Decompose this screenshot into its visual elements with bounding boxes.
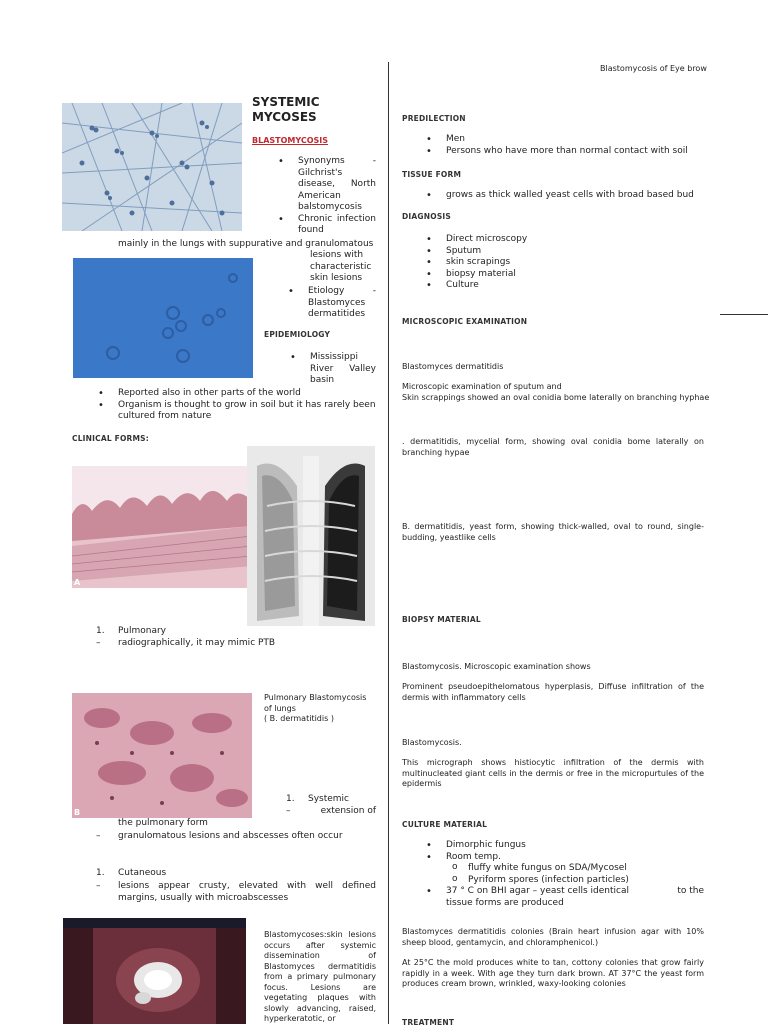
skin-lesion-photo [63, 918, 246, 1024]
biopsy-material-heading: BIOPSY MATERIAL [402, 615, 481, 624]
list-item [286, 286, 376, 321]
yeast-form-text: B. dermatitidis, yeast form, showing thick-walled, oval to round, single-budding, yeastlike cells [402, 522, 704, 542]
chest-xray-image [247, 446, 375, 626]
list-item: • biopsy material [424, 269, 724, 281]
list-number: 1. [286, 794, 295, 804]
organism-text: Organism is thought to grow in soil but it has rarely been cultured from nature [118, 399, 376, 421]
biopsy-shows-text: Blastomycosis. Microscopic examination shows [402, 662, 591, 671]
chronic-text: Chronic infection found [298, 213, 376, 235]
skin-lesion-caption: Blastomycoses:skin lesions occurs after systemic dissemination of Blastomyces dermatitidis from a primary pulmonary focus. Lesions are vegetating plaques with slowly advancing, raised, hyperkeratotic, or [264, 930, 376, 1023]
yeast-cells-micrograph-image [73, 258, 253, 378]
list-item [276, 156, 376, 214]
image-label-b: B [74, 807, 81, 817]
list-item: • Persons who have more than normal contact with soil [424, 146, 724, 158]
colonies-text: Blastomyces dermatitidis colonies (Brain heart infusion agar with 10% sheep blood, gentamycin, and chloramphenicol.) [402, 927, 704, 947]
lesions-text: lesions with characteristic skin lesions [310, 250, 372, 283]
image-label-a: A [74, 577, 81, 587]
systemic-extension [286, 806, 376, 818]
dash-marker: – [96, 638, 101, 648]
cutaneous-item [96, 868, 166, 880]
chronic-continuation: mainly in the lungs with suppurative and granulomatous [118, 239, 374, 249]
dash-marker: – [96, 831, 101, 841]
predilection-heading: PREDILECTION [402, 114, 466, 123]
reported-list [96, 388, 376, 423]
biopsy-description: Prominent pseudoepithelomatous hyperplasis, Diffuse infiltration of the dermis with inflammatory cells [402, 682, 704, 702]
clinical-forms-heading: CLINICAL FORMS: [72, 434, 149, 443]
list-item [96, 400, 376, 423]
pulmonary-desc [96, 638, 275, 650]
etiology-list [286, 286, 376, 321]
diagnosis-heading: DIAGNOSIS [402, 212, 452, 221]
dash-marker: – [96, 881, 101, 891]
pulmonary-item [96, 626, 166, 638]
blastomycosis-label: Blastomycosis. [402, 738, 462, 747]
cutaneous-desc [96, 881, 376, 904]
etiology-text: Etiology - Blastomyces dermatitides [308, 286, 376, 319]
histology-image-a [72, 466, 252, 588]
epidemiology-heading: EPIDEMIOLOGY [264, 330, 331, 339]
list-number: 1. [96, 868, 105, 878]
tissue-form-list [424, 190, 724, 202]
mycelial-form-text: . dermatitidis, mycelial form, showing oval conidia bome laterally on branching hypae [402, 437, 704, 457]
list-item: o Pyriform spores (infection particles) [446, 875, 714, 887]
treatment-heading: TREATMENT [402, 1018, 455, 1027]
systemic-label: Systemic [308, 794, 350, 804]
sputum-line-1: Microscopic examination of sputum and [402, 382, 562, 391]
page-title [252, 95, 320, 125]
microscopic-exam-heading: MICROSCOPIC EXAMINATION [402, 317, 528, 326]
list-item [288, 352, 376, 387]
predilection-list [424, 134, 724, 157]
caption-line: ( B. dermatitidis ) [264, 714, 334, 723]
systemic-item [286, 794, 349, 806]
list-item: tissue forms are produced [446, 897, 564, 908]
page-header: Blastomycosis of Eye brow [600, 64, 707, 73]
blastomyces-label: Blastomyces dermatitidis [402, 362, 504, 371]
list-item: • Sputum [424, 246, 724, 258]
pulmonary-caption [264, 693, 376, 725]
list-item: • skin scrapings [424, 257, 724, 269]
epidemiology-item: Mississippi River Valley basin [310, 352, 376, 385]
tissue-form-heading: TISSUE FORM [402, 170, 462, 179]
culture-list [424, 840, 714, 909]
list-item [424, 886, 714, 898]
granulomatous-text: granulomatous lesions and abscesses often occur [118, 831, 343, 841]
sputum-exam [402, 382, 712, 403]
micrograph-description: This micrograph shows histiocytic infiltration of the dermis with multinucleated giant cells in the dermis or free in the micropurtules of the epidermis [402, 758, 704, 788]
dash-marker: – [286, 806, 291, 816]
pulmonary-description: radiographically, it may mimic PTB [118, 638, 276, 648]
systemic-continuation: the pulmonary form [118, 818, 208, 828]
list-item: • Dimorphic fungus [424, 840, 714, 852]
epidemiology-list [288, 352, 376, 387]
cutaneous-description: lesions appear crusty, elevated with well defined margins, usually with microabscesses [118, 881, 376, 903]
systemic-extension-text: extension of [320, 806, 376, 816]
section-heading-blastomycosis: BLASTOMYCOSIS [252, 136, 329, 145]
title-line-2: MYCOSES [252, 110, 317, 124]
margin-rule [720, 314, 768, 315]
bhi-to-the-text: to the [677, 886, 704, 896]
column-divider [388, 62, 389, 1024]
mycelium-micrograph-image [62, 103, 242, 231]
list-item: • Men [424, 134, 724, 146]
list-item [96, 388, 376, 400]
synonyms-list [276, 156, 376, 237]
histology-image-b [72, 693, 252, 818]
bhi-agar-text: • 37 ° C on BHI agar – yeast cells identical [446, 886, 629, 896]
list-item: • Culture [424, 280, 724, 292]
mold-description: At 25°C the mold produces white to tan, cottony colonies that grow fairly rapidly in a week. With age they turn dark brown. AT 37°C the yeast form produces cream brown, wrinkled, waxy-looking colonies [402, 958, 704, 988]
pulmonary-label: Pulmonary [118, 626, 166, 636]
list-item [276, 214, 376, 237]
granulomatous-item [96, 831, 343, 843]
reported-text: Reported also in other parts of the world [118, 388, 301, 398]
diagnosis-list [424, 234, 724, 292]
list-item: • grows as thick walled yeast cells with broad based bud [424, 190, 724, 202]
synonyms-text: Synonyms - Gilchrist's disease, North American balstomycosis [298, 156, 376, 212]
cutaneous-label: Cutaneous [118, 868, 167, 878]
list-item: • Room temp. [424, 852, 714, 864]
list-item: • Direct microscopy [424, 234, 724, 246]
list-item: o fluffy white fungus on SDA/Mycosel [446, 863, 714, 875]
title-line-1: SYSTEMIC [252, 95, 320, 109]
list-number: 1. [96, 626, 105, 636]
caption-line: Pulmonary Blastomycosis of lungs [264, 693, 367, 713]
sputum-line-2: Skin scrappings showed an oval conidia bome laterally on branching hyphae [402, 392, 710, 402]
culture-material-heading: CULTURE MATERIAL [402, 820, 488, 829]
